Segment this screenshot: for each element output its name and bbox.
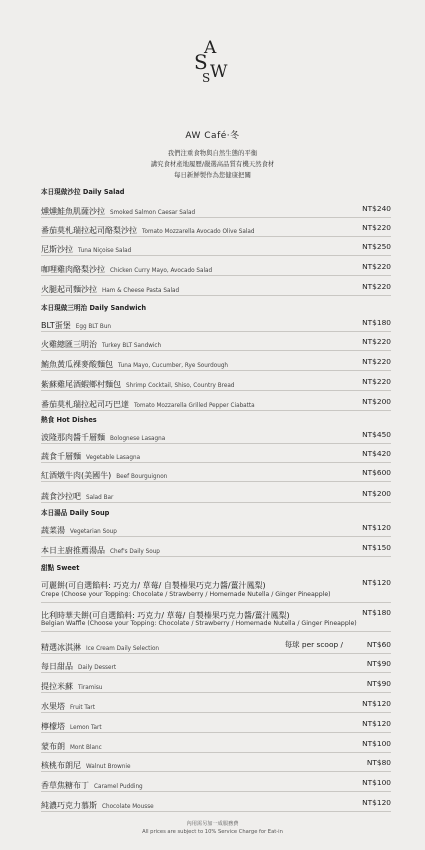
price: NT$180: [362, 318, 391, 327]
divider: [41, 331, 391, 332]
menu-item: BLT蛋堡 Egg BLT Bun NT$180: [41, 318, 391, 330]
aw-logo: [190, 40, 236, 92]
price: NT$220: [362, 357, 391, 366]
divider: [41, 217, 391, 218]
price: NT$120: [362, 719, 391, 728]
tagline: 講究食材產地履歷/嚴選高品質有機天然食材: [150, 160, 275, 168]
menu-item: 本日主廚推薦湯品 Chef's Daily Soup NT$150: [41, 543, 391, 555]
divider: [41, 236, 391, 237]
menu-item: 純濃巧克力慕斯 Chocolate Mousse NT$120: [41, 798, 391, 810]
footer-zh: 內用需另加一成服務費: [186, 821, 239, 827]
section-heading-sweet: 甜點 Sweet: [41, 564, 80, 572]
menu-item: 提拉米蘇 Tiramisu NT$90: [41, 679, 391, 691]
price: NT$120: [362, 699, 391, 708]
menu-item: 檸檬塔 Lemon Tart NT$120: [41, 719, 391, 731]
menu-item: 比利時華夫餅(可自選餡料: 巧克力/ 草莓/ 自製榛果巧克力醬/薑汁鳳梨) NT$180: [41, 608, 391, 620]
menu-item: 每日甜品 Daily Dessert NT$90: [41, 659, 391, 671]
divider: [41, 811, 391, 812]
divider: [41, 631, 391, 632]
menu-item: 番茄莫札瑞拉起司酪梨沙拉 Tomato Mozzarella Avocado Olive Salad NT$220: [41, 223, 391, 235]
menu-item: 燻燻鮭魚肌薩沙拉 Smoked Salmon Caesar Salad NT$240: [41, 204, 391, 216]
menu-item: 鮪魚黃瓜裸麥酸麵包 Tuna Mayo, Cucumber, Rye Sourdough NT$220: [41, 357, 391, 369]
divider: [41, 771, 391, 772]
tagline: 我們注重食物與自然生態的平衡: [167, 149, 258, 157]
divider: [41, 255, 391, 256]
menu-item: 波隆那肉醬千層麵 Bolognese Lasagna NT$450: [41, 430, 391, 442]
section-heading-soup: 本日湯品 Daily Soup: [41, 509, 110, 517]
divider: [41, 602, 391, 603]
logo-letter: S: [194, 50, 208, 74]
logo-letter: A: [204, 38, 217, 58]
item-description: Belgian Waffle (Choose your Topping: Chocolate / Strawberry / Homemade Nutella / Ginger Pineapple): [41, 620, 357, 627]
menu-item: 咖哩雞肉酪梨沙拉 Chicken Curry Mayo, Avocado Salad NT$220: [41, 262, 391, 274]
divider: [41, 653, 391, 654]
menu-item: 紫蘇雞尾酒蝦鄉村麵包 Shrimp Cocktail, Shiso, Country Bread NT$220: [41, 377, 391, 389]
menu-item: 火雞總匯三明治 Turkey BLT Sandwich NT$220: [41, 337, 391, 349]
item-description: Crepe (Choose your Topping: Chocolate / Strawberry / Homemade Nutella / Ginger Pineapple): [41, 591, 331, 598]
menu-item: 蒙布朗 Mont Blanc NT$100: [41, 739, 391, 751]
menu-item: 可麗餅(可自選餡料: 巧克力/ 草莓/ 自製榛果巧克力醬/薑汁鳳梨) NT$120: [41, 578, 391, 590]
menu-item: 蔬食沙拉吧 Salad Bar NT$200: [41, 489, 391, 501]
price: NT$90: [366, 659, 391, 668]
price: NT$220: [362, 262, 391, 271]
price: NT$220: [362, 223, 391, 232]
price: NT$200: [362, 397, 391, 406]
menu-header: [0, 128, 425, 181]
divider: [41, 443, 391, 444]
divider: [41, 462, 391, 463]
logo-letter: W: [210, 62, 228, 82]
price: NT$600: [362, 468, 391, 477]
price: NT$180: [362, 608, 391, 617]
divider: [41, 295, 391, 296]
divider: [41, 350, 391, 351]
divider: [41, 370, 391, 371]
menu-item: 蔬食千層麵 Vegetable Lasagna NT$420: [41, 449, 391, 461]
service-charge-note: [0, 820, 425, 836]
price: NT$120: [362, 523, 391, 532]
divider: [41, 502, 391, 503]
divider: [41, 692, 391, 693]
section-heading-sandwich: 本日現做三明治 Daily Sandwich: [41, 304, 147, 312]
divider: [41, 481, 391, 482]
menu-item: 紅酒燉牛肉(美國牛) Beef Bourguignon NT$600: [41, 468, 391, 480]
divider: [41, 536, 391, 537]
divider: [41, 712, 391, 713]
price: NT$60: [366, 640, 391, 649]
divider: [41, 275, 391, 276]
price: NT$90: [366, 679, 391, 688]
menu-item: 火腿起司麵沙拉 Ham & Cheese Pasta Salad NT$220: [41, 282, 391, 294]
menu-item: 水果塔 Fruit Tart NT$120: [41, 699, 391, 711]
tagline: 每日新鮮製作為您健康把關: [174, 171, 251, 179]
menu-item: 精選冰淇淋 Ice Cream Daily Selection 每球 per scoop / NT$60: [41, 640, 391, 652]
logo-letter: S: [202, 71, 211, 85]
footer-en: All prices are subject to 10% Service Charge for Eat-in: [142, 829, 283, 835]
menu-item: 核桃布朗尼 Walnut Brownie NT$80: [41, 758, 391, 770]
divider: [41, 791, 391, 792]
price: NT$420: [362, 449, 391, 458]
divider: [41, 732, 391, 733]
price: NT$220: [362, 337, 391, 346]
price: NT$200: [362, 489, 391, 498]
menu-item: 番茄莫札瑞拉起司巧巴達 Tomato Mozzarella Grilled Pepper Ciabatta NT$200: [41, 397, 391, 409]
price: NT$120: [362, 578, 391, 587]
section-heading-hot-dishes: 熱食 Hot Dishes: [41, 416, 97, 424]
price: NT$450: [362, 430, 391, 439]
price: NT$120: [362, 798, 391, 807]
price: NT$150: [362, 543, 391, 552]
divider: [41, 752, 391, 753]
price: NT$240: [362, 204, 391, 213]
menu-item: 香草焦糖布丁 Caramel Pudding NT$100: [41, 778, 391, 790]
per-scoop-label: 每球 per scoop /: [284, 640, 343, 649]
menu-item: 蔬菜湯 Vegetarian Soup NT$120: [41, 523, 391, 535]
divider: [41, 672, 391, 673]
price: NT$80: [366, 758, 391, 767]
divider: [41, 556, 391, 557]
price: NT$220: [362, 282, 391, 291]
price: NT$100: [362, 739, 391, 748]
section-heading-salad: 本日現做沙拉 Daily Salad: [41, 188, 125, 196]
price: NT$100: [362, 778, 391, 787]
price: NT$250: [362, 242, 391, 251]
cafe-title: AW Café‧冬: [185, 131, 240, 141]
divider: [41, 410, 391, 411]
price: NT$220: [362, 377, 391, 386]
menu-item: 尼斯沙拉 Tuna Niçoise Salad NT$250: [41, 242, 391, 254]
divider: [41, 390, 391, 391]
